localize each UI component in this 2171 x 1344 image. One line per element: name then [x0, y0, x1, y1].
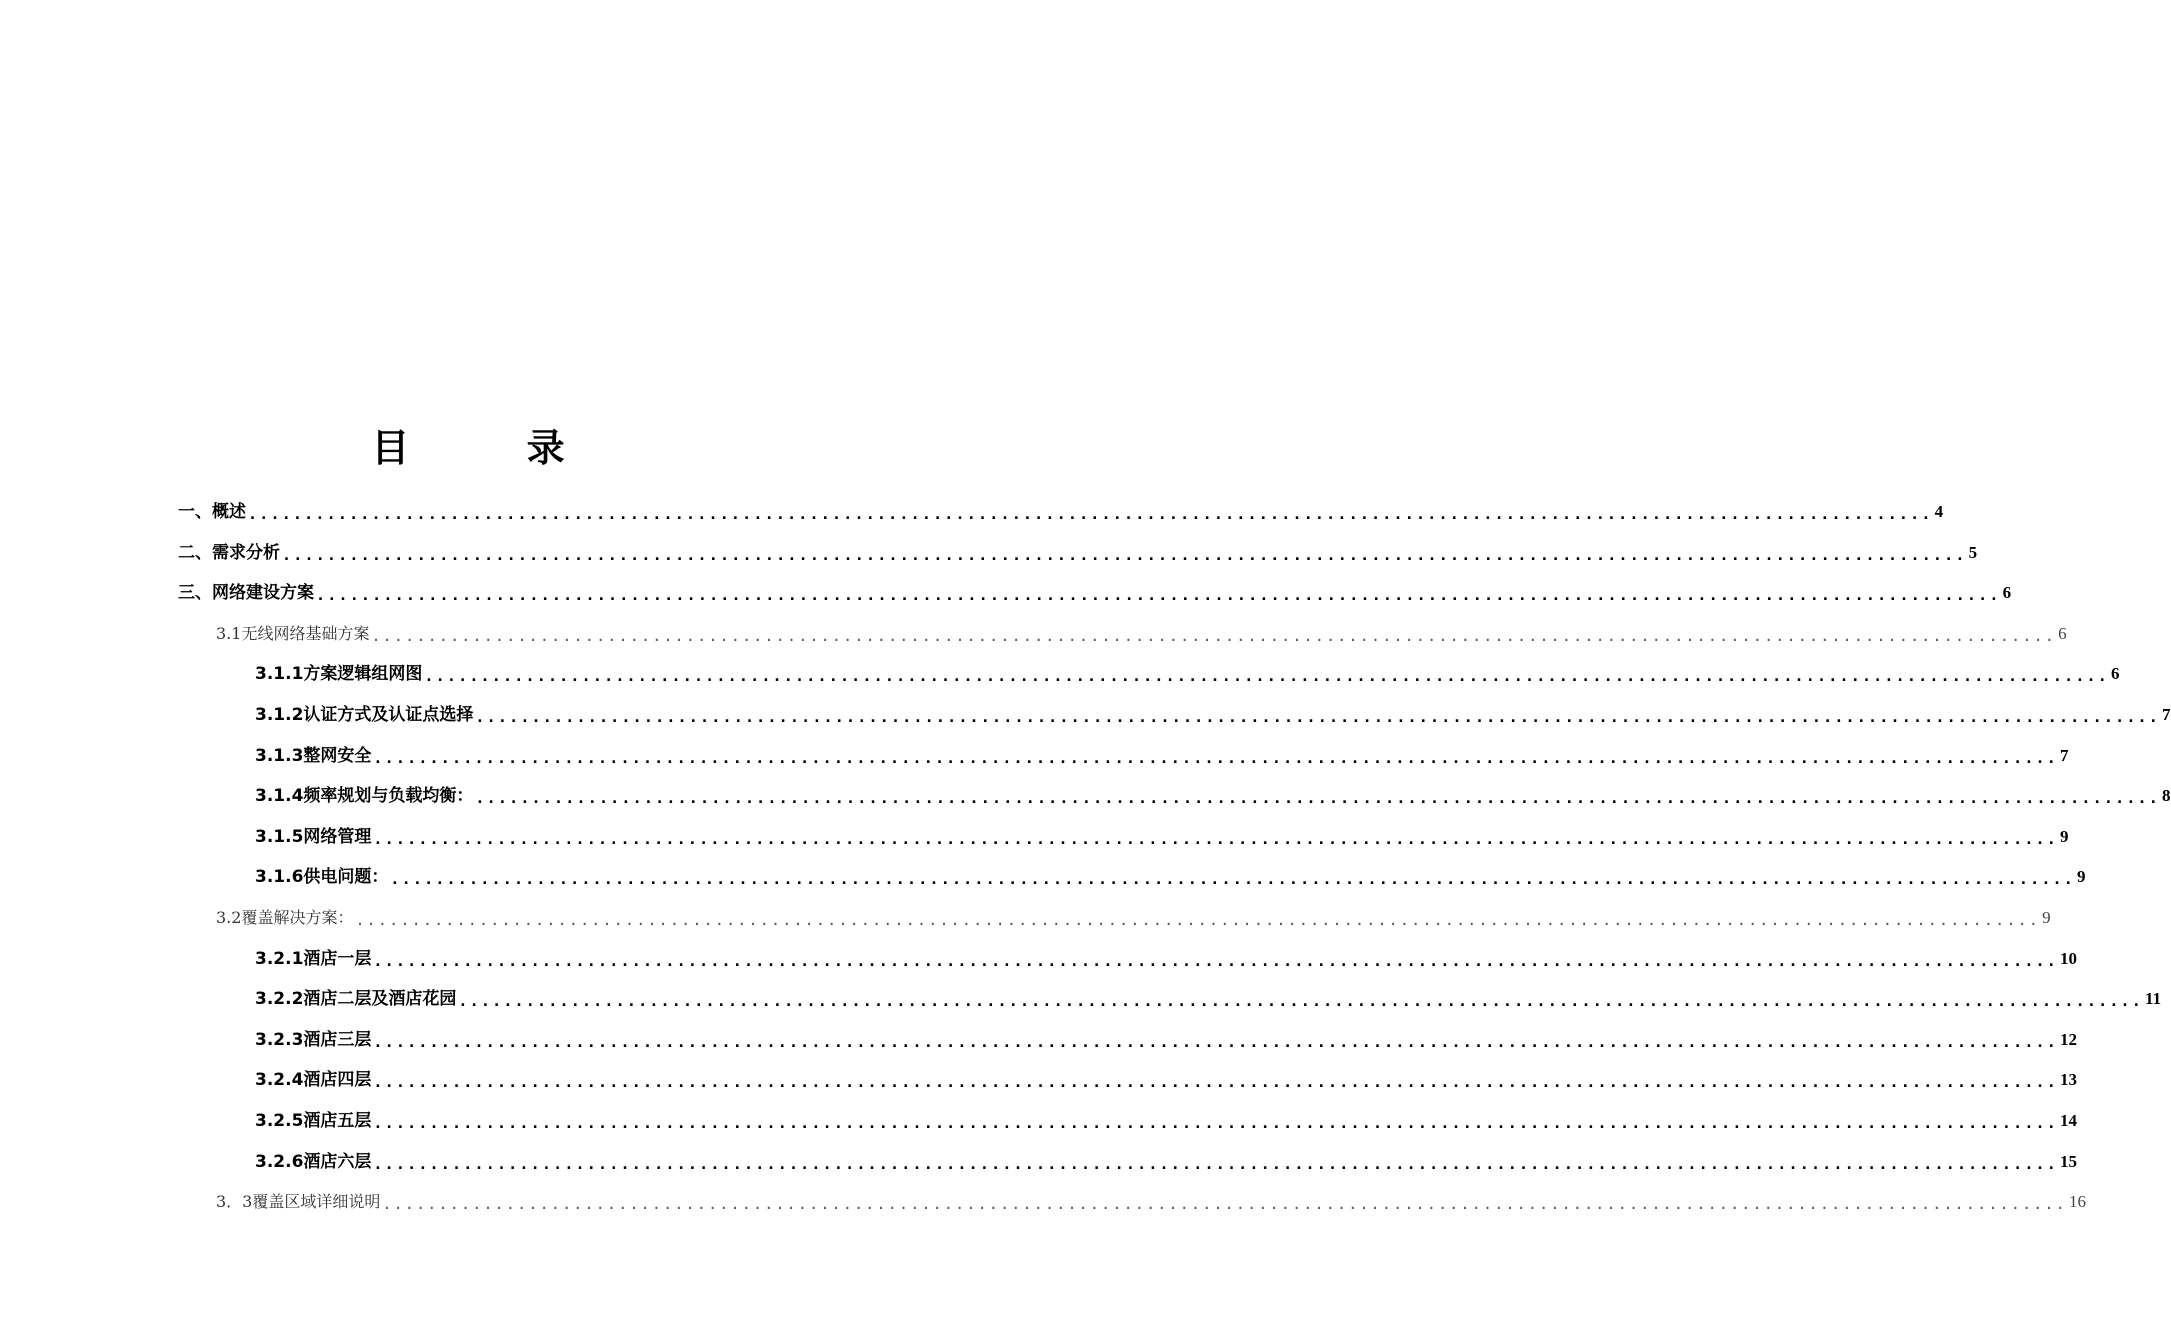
toc-entry[interactable] — [178, 540, 1978, 564]
toc-entry[interactable] — [255, 702, 2171, 726]
toc-page-number: 8 — [2162, 786, 2171, 806]
toc-dot-leader: ...................................................................................................................................................... — [282, 545, 1967, 564]
toc-entry[interactable] — [255, 1027, 2078, 1051]
toc-entry-label: 3.1.1方案逻辑组网图 — [255, 664, 423, 685]
toc-dot-leader: ...................................................................................................................................................... — [373, 829, 2059, 848]
toc-entry[interactable] — [216, 621, 2067, 645]
toc-entry[interactable] — [255, 1067, 2078, 1092]
toc-entry-label: 3.1.6供电问题： — [255, 867, 389, 888]
toc-dot-leader: ...................................................................................................................................................... — [458, 992, 2144, 1011]
toc-page-number: 6 — [2002, 583, 2012, 603]
toc-dot-leader: ...................................................................................................................................................... — [373, 1114, 2059, 1132]
toc-entry-label: 3.2.6酒店六层 — [255, 1151, 372, 1172]
toc-dot-leader: ...................................................................................................................................................... — [355, 911, 2041, 929]
toc-entry-label: 3.2覆盖解决方案： — [216, 908, 354, 927]
toc-entry-label: 3.1.5网络管理 — [255, 826, 372, 847]
toc-entry-label: 3.2.3酒店三层 — [255, 1029, 372, 1050]
toc-entry-label: 3.2.4酒店四层 — [255, 1070, 372, 1091]
toc-entry[interactable] — [255, 661, 2120, 686]
toc-entry[interactable] — [255, 986, 2162, 1011]
toc-entry-label: 三、网络建设方案 — [178, 583, 314, 604]
toc-page-number: 13 — [2060, 1070, 2078, 1090]
toc-entry-label: 3．3覆盖区域详细说明 — [216, 1192, 381, 1212]
toc-dot-leader: ...................................................................................................................................................... — [316, 586, 2001, 605]
toc-page-number: 4 — [1934, 502, 1944, 521]
toc-entry[interactable] — [255, 743, 2069, 767]
toc-title: 目 录 — [371, 426, 617, 470]
toc-entry-label: 3.2.1酒店一层 — [255, 948, 372, 969]
toc-page-number: 10 — [2060, 948, 2078, 968]
toc-entry-label: 3.2.5酒店五层 — [255, 1111, 372, 1131]
toc-entry-label: 3.1无线网络基础方案 — [216, 623, 370, 643]
toc-page-number: 12 — [2060, 1029, 2078, 1049]
toc-page-number: 7 — [2060, 745, 2069, 765]
toc-page-number: 5 — [1968, 542, 1978, 562]
toc-dot-leader: ...................................................................................................................................................... — [382, 1195, 2067, 1214]
toc-entry[interactable] — [255, 1108, 2078, 1132]
toc-dot-leader: ...................................................................................................................................................... — [371, 626, 2057, 645]
toc-entry[interactable] — [255, 824, 2069, 848]
toc-entry[interactable] — [255, 783, 2171, 808]
toc-page-number: 6 — [2111, 664, 2120, 684]
toc-entry-label: 二、需求分析 — [178, 542, 280, 563]
toc-dot-leader: ...................................................................................................................................................... — [373, 1032, 2059, 1051]
toc-entry[interactable] — [216, 1189, 2086, 1214]
toc-page-number: 9 — [2042, 908, 2051, 927]
toc-dot-leader: ...................................................................................................................................................... — [475, 789, 2161, 808]
toc-dot-leader: ...................................................................................................................................................... — [373, 748, 2059, 767]
toc-page-number: 9 — [2077, 867, 2086, 887]
toc-entry-label: 一、概述 — [178, 502, 246, 522]
toc-entry-label: 3.1.2认证方式及认证点选择 — [255, 705, 474, 725]
toc-entry[interactable] — [178, 499, 1944, 523]
toc-page-number: 14 — [2060, 1111, 2078, 1130]
toc-page-number: 16 — [2069, 1192, 2086, 1212]
toc-entry-label: 3.1.3整网安全 — [255, 745, 372, 766]
toc-entry-label: 3.2.2酒店二层及酒店花园 — [255, 989, 457, 1010]
toc-dot-leader: ...................................................................................................................................................... — [373, 951, 2059, 970]
toc-dot-leader: ...................................................................................................................................................... — [424, 667, 2110, 686]
toc-entry-label: 3.1.4频率规划与负载均衡： — [255, 786, 474, 807]
toc-entry[interactable] — [216, 905, 2051, 929]
toc-dot-leader: ...................................................................................................................................................... — [373, 1154, 2059, 1173]
toc-page-number: 7 — [2162, 705, 2171, 724]
toc-page-number: 6 — [2058, 623, 2067, 643]
toc-dot-leader: ...................................................................................................................................................... — [373, 1073, 2059, 1092]
toc-entry[interactable] — [255, 946, 2078, 970]
toc-entry[interactable] — [178, 580, 2012, 605]
toc-page-number: 9 — [2060, 826, 2069, 846]
toc-dot-leader: ...................................................................................................................................................... — [390, 870, 2076, 889]
toc-dot-leader: ...................................................................................................................................................... — [248, 505, 1933, 523]
toc-entry[interactable] — [255, 864, 2086, 889]
toc-page-number: 15 — [2060, 1151, 2078, 1171]
toc-dot-leader: ...................................................................................................................................................... — [475, 708, 2161, 726]
toc-page-number: 11 — [2145, 989, 2162, 1009]
toc-entry[interactable] — [255, 1149, 2078, 1173]
